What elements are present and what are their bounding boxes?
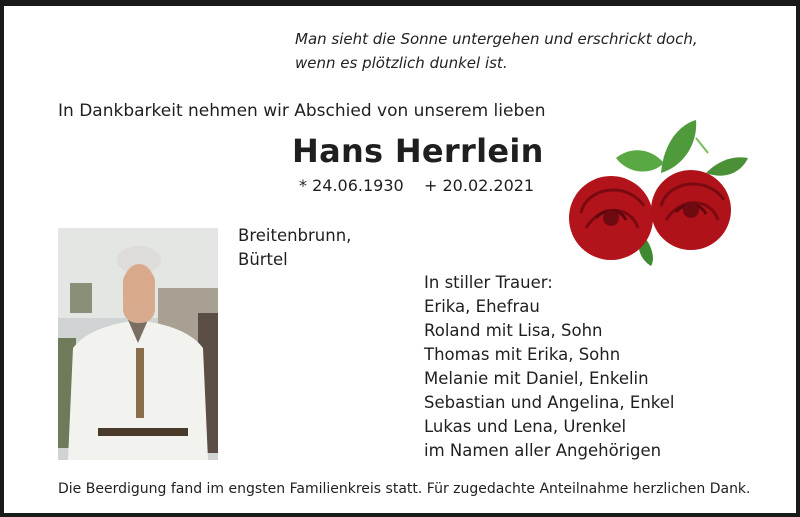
rose-right-icon [651,170,731,250]
portrait-photo [58,228,218,460]
place-line-2: Bürtel [238,250,288,269]
roses-illustration [556,118,756,268]
mourner-item: Erika, Ehefrau [424,297,540,316]
intro-text: In Dankbarkeit nehmen wir Abschied von unserem lieben [58,101,546,121]
quote-line-1: Man sieht die Sonne untergehen und erschrickt doch, [295,30,698,48]
mourner-item: im Namen aller Angehörigen [424,441,662,460]
deceased-name: Hans Herrlein [292,132,544,170]
quote-line-2: wenn es plötzlich dunkel ist. [295,54,508,72]
rose-left-icon [569,176,653,260]
mourner-item: Melanie mit Daniel, Enkelin [424,369,649,388]
death-date: + 20.02.2021 [424,176,535,195]
mourner-item: Thomas mit Erika, Sohn [424,345,621,364]
mourner-item: Roland mit Lisa, Sohn [424,321,603,340]
footer-text: Die Beerdigung fand im engsten Familienkreis statt. Für zugedachte Anteilnahme herzlichen Dank. [58,481,751,497]
mourner-item: Lukas und Lena, Urenkel [424,417,627,436]
place-line-1: Breitenbrunn, [238,226,352,245]
birth-date: * 24.06.1930 [299,176,404,195]
mourners-heading: In stiller Trauer: [424,273,553,292]
mourner-item: Sebastian und Angelina, Enkel [424,393,675,412]
